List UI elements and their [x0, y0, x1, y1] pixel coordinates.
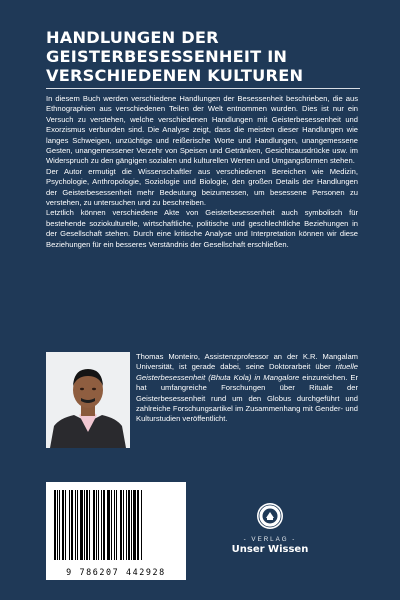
- author-photo: [46, 352, 130, 448]
- title-line: HANDLUNGEN DER: [46, 28, 219, 47]
- publisher-verlag-label: - VERLAG -: [243, 536, 297, 543]
- isbn-barcode: [46, 482, 186, 580]
- barcode-number: 9 786207 442928: [66, 567, 166, 577]
- author-bio-text: Thomas Monteiro, Assistenzprofessor an der K.R. Mangalam Universität, ist gerade dabei, seine Doktorarbeit über: [136, 352, 358, 372]
- book-title: [46, 28, 366, 85]
- author-bio-text: einzureichen. Er hat umfangreiche Forschungen über Rituale der Geisterbesessenheit rund um den Globus durchgeführt und zahlreiche Forschungsartikel im Zusammenhang mit Gender- und Kulturstudien veröffentlicht.: [136, 372, 359, 424]
- title-divider: [46, 88, 360, 89]
- publisher-name: Unser Wissen: [231, 544, 309, 555]
- book-description: [46, 94, 358, 250]
- description-paragraph: In diesem Buch werden verschiedene Handlungen der Besessenheit beschrieben, die aus Ethnographien aus verschiedenen Teilen der Welt entnommen wurden. Dies ist nur ein Versuch zu verstehen, welche verschiedenen Handlungen mit Geisterbesessenheit und Exorzismus verbunden sind. Die Analyse zeigt, dass die meisten dieser Handlungen wie langes Schweigen, unzüchtige und reißerische Worte und Handlungen, unangemessene Gesten, unangemessener Verzehr von Speisen und Getränken, Gesichtsausdrücke usw. im Widerspruch zu den gängigen sozialen und kulturellen Werten und Umgangsformen stehen.: [46, 94, 358, 166]
- description-paragraph: Letztlich können verschiedene Akte von Geisterbesessenheit auch symbolisch für bestehende soziokulturelle, wirtschaftliche, politische und geschlechtliche Beziehungen in der Gesellschaft stehen. Durch eine kritische Analyse und Interpretation können wir diese Beziehungen für ein besseres Verständnis der Gesellschaft erschließen.: [46, 208, 358, 249]
- publisher-seal-icon: [256, 502, 284, 530]
- author-bio: [136, 352, 358, 425]
- author-bio-thesis-title: rituelle Geisterbesessenheit (Bhuta Kola) in Mangalore: [136, 362, 358, 382]
- author-portrait-icon: [46, 352, 130, 448]
- barcode-bars-icon: [52, 490, 180, 560]
- description-paragraph: Der Autor ermutigt die Wissenschaftler aus verschiedenen Bereichen wie Medizin, Psychologie, Anthropologie, Soziologie und Biologie, den großen Details der Handlungen der Geisterbesessenheit mehr Bedeutung beizumessen, um besessene Personen zu verstehen, zu untersuchen und zu beschreiben.: [46, 166, 358, 208]
- title-line: GEISTERBESESSENHEIT IN: [46, 47, 288, 66]
- title-line: VERSCHIEDENEN KULTUREN: [46, 66, 304, 85]
